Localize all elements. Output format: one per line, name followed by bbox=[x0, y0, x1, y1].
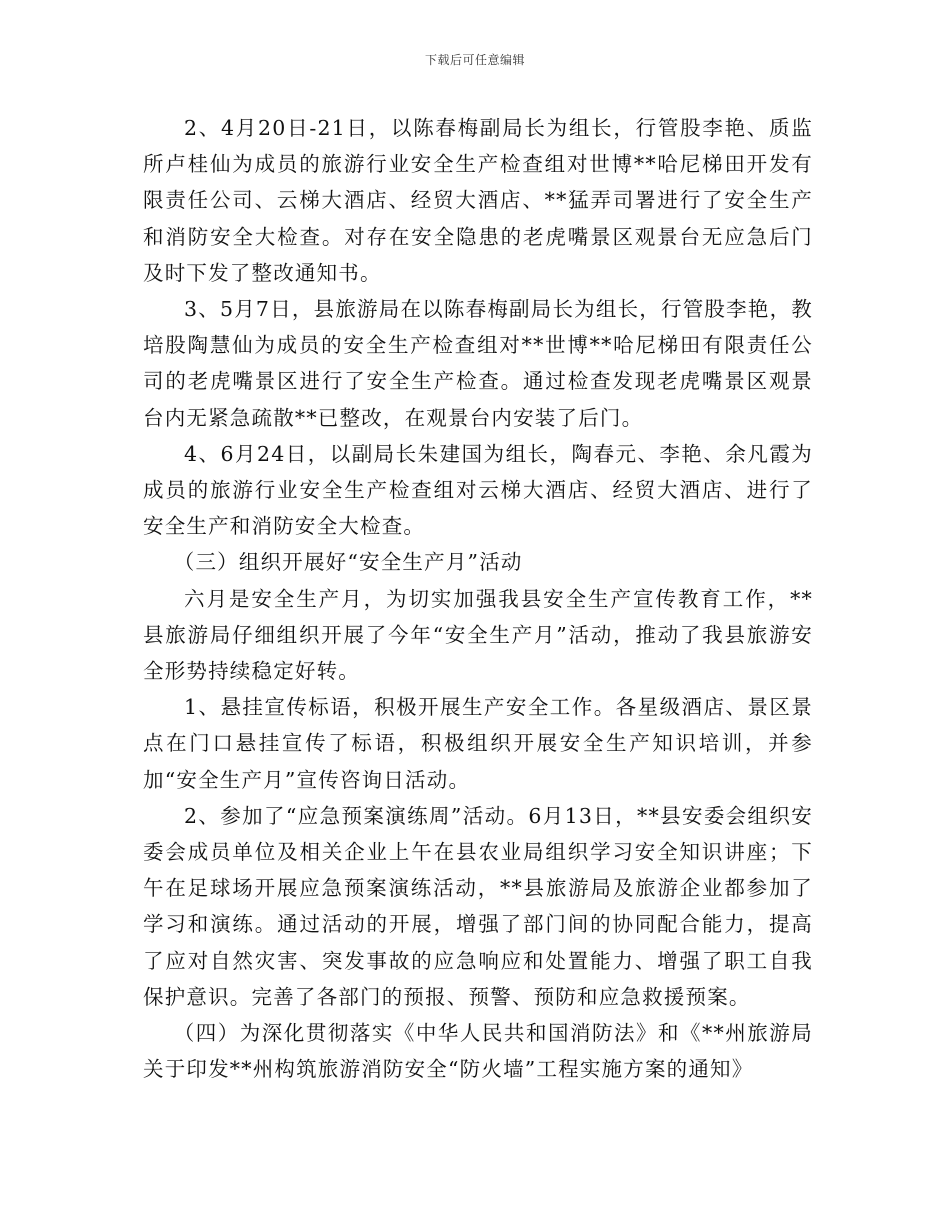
paragraph-inspection-june: 4、6月24日，以副局长朱建国为组长，陶春元、李艳、余凡霞为成员的旅游行业安全生产检查组对云梯大酒店、经贸大酒店、进行了安全生产和消防安全大检查。 bbox=[143, 441, 813, 539]
page-header: 下载后可任意编辑 bbox=[424, 53, 525, 67]
document-body bbox=[143, 110, 813, 1087]
section-heading-safety-month: （三）组织开展好“安全生产月”活动 bbox=[173, 550, 523, 575]
paragraph-banners: 1、悬挂宣传标语，积极开展生产安全工作。各星级酒店、景区景点在门口悬挂宣传了标语，积极组织开展安全生产知识培训，并参加“安全生产月”宣传咨询日活动。 bbox=[143, 695, 813, 792]
section-heading-fire-law: （四）为深化贯彻落实《中华人民共和国消防法》和《**州旅游局关于印发**州构筑旅游消防安全“防火墙”工程实施方案的通知》 bbox=[143, 1021, 813, 1082]
paragraph-inspection-may: 3、5月7日，县旅游局在以陈春梅副局长为组长，行管股李艳，教培股陶慧仙为成员的安全生产检查组对**世博**哈尼梯田有限责任公司的老虎嘴景区进行了安全生产检查。通过检查发现老虎嘴景区观景台内无紧急疏散**已整改，在观景台内安装了后门。 bbox=[143, 297, 813, 430]
paragraph-emergency-drill: 2、参加了“应急预案演练周”活动。6月13日，**县安委会组织安委会成员单位及相关企业上午在县农业局组织学习安全知识讲座；下午在足球场开展应急预案演练活动，**县旅游局及旅游企业都参加了学习和演练。通过活动的开展，增强了部门间的协同配合能力，提高了应对自然灾害、突发事故的应急响应和处置能力、增强了职工自我保护意识。完善了各部门的预报、预警、预防和应急救援预案。 bbox=[143, 803, 813, 1009]
paragraph-safety-month-intro: 六月是安全生产月，为切实加强我县安全生产宣传教育工作，**县旅游局仔细组织开展了今年“安全生产月”活动，推动了我县旅游安全形势持续稳定好转。 bbox=[143, 586, 813, 684]
paragraph-inspection-april: 2、4月20日-21日，以陈春梅副局长为组长，行管股李艳、质监所卢桂仙为成员的旅游行业安全生产检查组对世博**哈尼梯田开发有限责任公司、云梯大酒店、经贸大酒店、**猛弄司署进行了安全生产和消防安全大检查。对存在安全隐患的老虎嘴景区观景台无应急后门及时下发了整改通知书。 bbox=[143, 116, 813, 285]
